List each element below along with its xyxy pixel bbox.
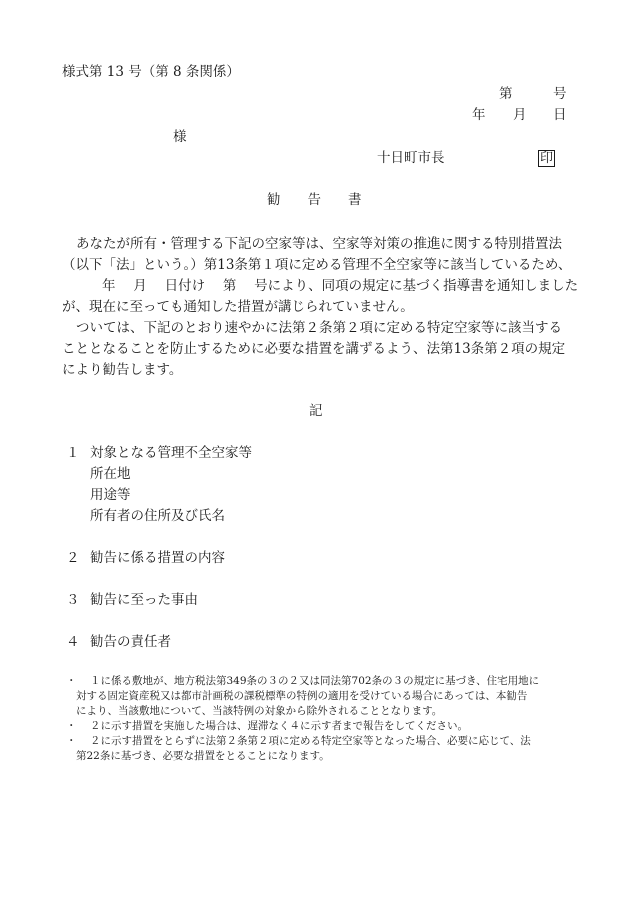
doc-number-go: 号	[553, 86, 567, 102]
body-para1-line2: （以下「法」という。）第13条第１項に定める管理不全空家等に該当しているため、	[62, 257, 572, 273]
note1-line3: により、当該敷地について、当該特例の対象から除外されることとなります。	[76, 705, 443, 717]
item4-label: 勧告の責任者	[90, 634, 171, 650]
body-para2-line1: ついては、下記のとおり速やかに法第２条第２項に定める特定空家等に該当する	[76, 320, 562, 336]
item3-label: 勧告に至った事由	[90, 592, 198, 608]
item1-number: １	[66, 445, 80, 461]
form-number: 様式第 13 号（第 8 条関係）	[62, 64, 240, 80]
note3-line1: ２に示す措置をとらずに法第２条第２項に定める特定空家等となった場合、必要に応じて、法	[90, 735, 531, 747]
seal-mark: 印	[540, 151, 554, 166]
note1-bullet: ・	[66, 675, 77, 687]
item2-number: ２	[66, 550, 80, 566]
item1-label: 対象となる管理不全空家等	[90, 445, 252, 461]
note2-bullet: ・	[66, 720, 77, 732]
seal-stamp	[538, 150, 555, 167]
document-title: 勧 告 書	[267, 192, 362, 208]
item2-label: 勧告に係る措置の内容	[90, 550, 225, 566]
item1-sub-usage: 用途等	[90, 487, 131, 503]
note3-line2: 第22条に基づき、必要な措置をとることになります。	[76, 750, 330, 762]
date-month: 月	[513, 107, 527, 123]
item3-number: ３	[66, 592, 80, 608]
note1-line1: １に係る敷地が、地方税法第349条の３の２又は同法第702条の３の規定に基づき、住宅用地に	[90, 675, 540, 687]
doc-number-dai: 第	[499, 86, 513, 102]
note3-bullet: ・	[66, 735, 77, 747]
body-para2-line2: こととなることを防止するために必要な措置を講ずるよう、法第13条第２項の規定	[62, 341, 566, 357]
date-year: 年	[472, 107, 486, 123]
body-para1-line4: が、現在に至っても通知した措置が講じられていません。	[62, 299, 414, 315]
body-para2-line3: により勧告します。	[62, 362, 183, 378]
item4-number: ４	[66, 634, 80, 650]
issuer-name: 十日町市長	[377, 150, 445, 166]
ki-heading: 記	[309, 403, 323, 419]
note2-line1: ２に示す措置を実施した場合は、遅滞なく４に示す者まで報告をしてください。	[90, 720, 468, 732]
body-para1-line1: あなたが所有・管理する下記の空家等は、空家等対策の推進に関する特別措置法	[76, 236, 562, 252]
item1-sub-location: 所在地	[90, 466, 131, 482]
note1-line2: 対する固定資産税又は都市計画税の課税標準の特例の適用を受けている場合にあっては、本勧告	[76, 690, 528, 702]
addressee-suffix: 様	[173, 129, 187, 145]
item1-sub-owner: 所有者の住所及び氏名	[90, 508, 225, 524]
body-para1-line3: 年 月 日付け 第 号により、同項の規定に基づく指導書を通知しました	[102, 278, 579, 294]
date-day: 日	[553, 107, 567, 123]
